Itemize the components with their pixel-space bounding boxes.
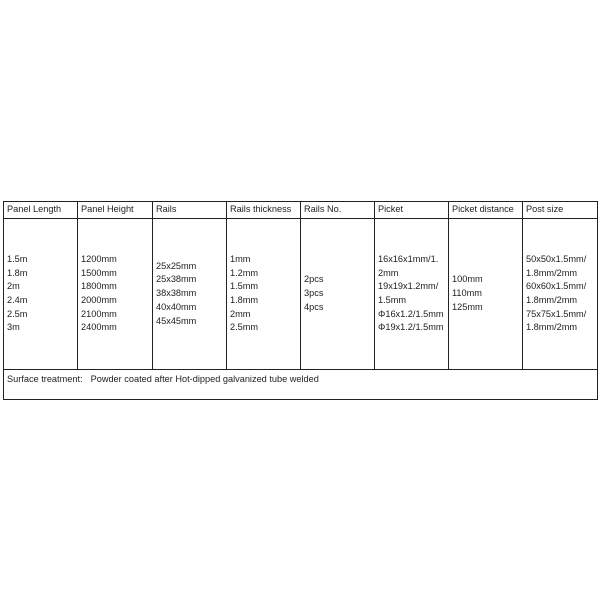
header-post-size: Post size [523, 202, 598, 219]
header-rails: Rails [153, 202, 227, 219]
cell-value: 1mm [230, 253, 251, 264]
cell-value: 2000mm [81, 295, 117, 305]
cell-panel-height [78, 219, 153, 370]
header-picket: Picket [375, 202, 449, 219]
specification-table [3, 201, 598, 400]
header-rails-thickness: Rails thickness [227, 202, 301, 219]
surface-treatment-value: Powder coated after Hot-dipped galvanized tube welded [90, 374, 319, 384]
cell-value: 38x38mm [156, 288, 197, 299]
table-row [4, 219, 598, 370]
cell-picket [375, 219, 449, 370]
header-panel-length: Panel Length [4, 202, 78, 219]
cell-value: 2100mm [81, 308, 117, 319]
cell-value: 1.8mm/2mm [526, 322, 578, 333]
cell-value: 40x40mm [156, 301, 197, 312]
cell-value: 2.5m [7, 308, 28, 319]
surface-treatment-label: Surface treatment: [7, 374, 83, 384]
cell-value: 1.5m [7, 253, 28, 264]
cell-value: 1800mm [81, 281, 117, 292]
cell-rails-thickness [227, 219, 301, 370]
cell-value: 25x25mm [156, 260, 197, 271]
header-picket-distance: Picket distance [449, 202, 523, 219]
cell-value: 3pcs [304, 288, 324, 299]
cell-panel-length [4, 219, 78, 370]
cell-value: 16x16x1mm/1. [378, 253, 439, 264]
cell-value: 4pcs [304, 301, 324, 312]
cell-value: 2mm [378, 267, 399, 278]
table-header-row [4, 202, 598, 219]
cell-post-size [523, 219, 598, 370]
header-rails-no: Rails No. [301, 202, 375, 219]
cell-value: Φ16x1.2/1.5mm [378, 308, 444, 319]
cell-value: 1500mm [81, 267, 117, 278]
cell-value: 1.5mm [230, 281, 259, 292]
surface-treatment-row [4, 370, 598, 400]
cell-value: 60x60x1.5mm/ [526, 281, 587, 292]
cell-value: 1.8m [7, 267, 28, 278]
cell-value: 125mm [452, 301, 483, 312]
cell-value: 1.8mm/2mm [526, 267, 578, 278]
cell-value: Φ19x1.2/1.5mm [378, 322, 444, 333]
cell-value: 1.8mm [230, 295, 259, 305]
cell-value: 1.5mm [378, 295, 407, 305]
cell-value: 50x50x1.5mm/ [526, 253, 587, 264]
cell-rails-no [301, 219, 375, 370]
cell-value: 110mm [452, 288, 482, 299]
cell-value: 1.8mm/2mm [526, 295, 578, 305]
cell-value: 1200mm [81, 253, 117, 264]
cell-value: 2.4m [7, 295, 28, 305]
cell-value: 2400mm [81, 322, 117, 333]
cell-value: 2m [7, 281, 20, 292]
cell-value: 3m [7, 322, 20, 333]
header-panel-height: Panel Height [78, 202, 153, 219]
cell-value: 45x45mm [156, 315, 197, 326]
cell-picket-distance [449, 219, 523, 370]
cell-value: 2.5mm [230, 322, 259, 333]
cell-rails [153, 219, 227, 370]
cell-value: 100mm [452, 274, 483, 285]
cell-value: 75x75x1.5mm/ [526, 308, 587, 319]
cell-value: 2mm [230, 308, 251, 319]
cell-value: 19x19x1.2mm/ [378, 281, 439, 292]
cell-value: 2pcs [304, 274, 324, 285]
cell-value: 25x38mm [156, 274, 197, 285]
surface-treatment-cell [4, 370, 598, 400]
cell-value: 1.2mm [230, 267, 259, 278]
